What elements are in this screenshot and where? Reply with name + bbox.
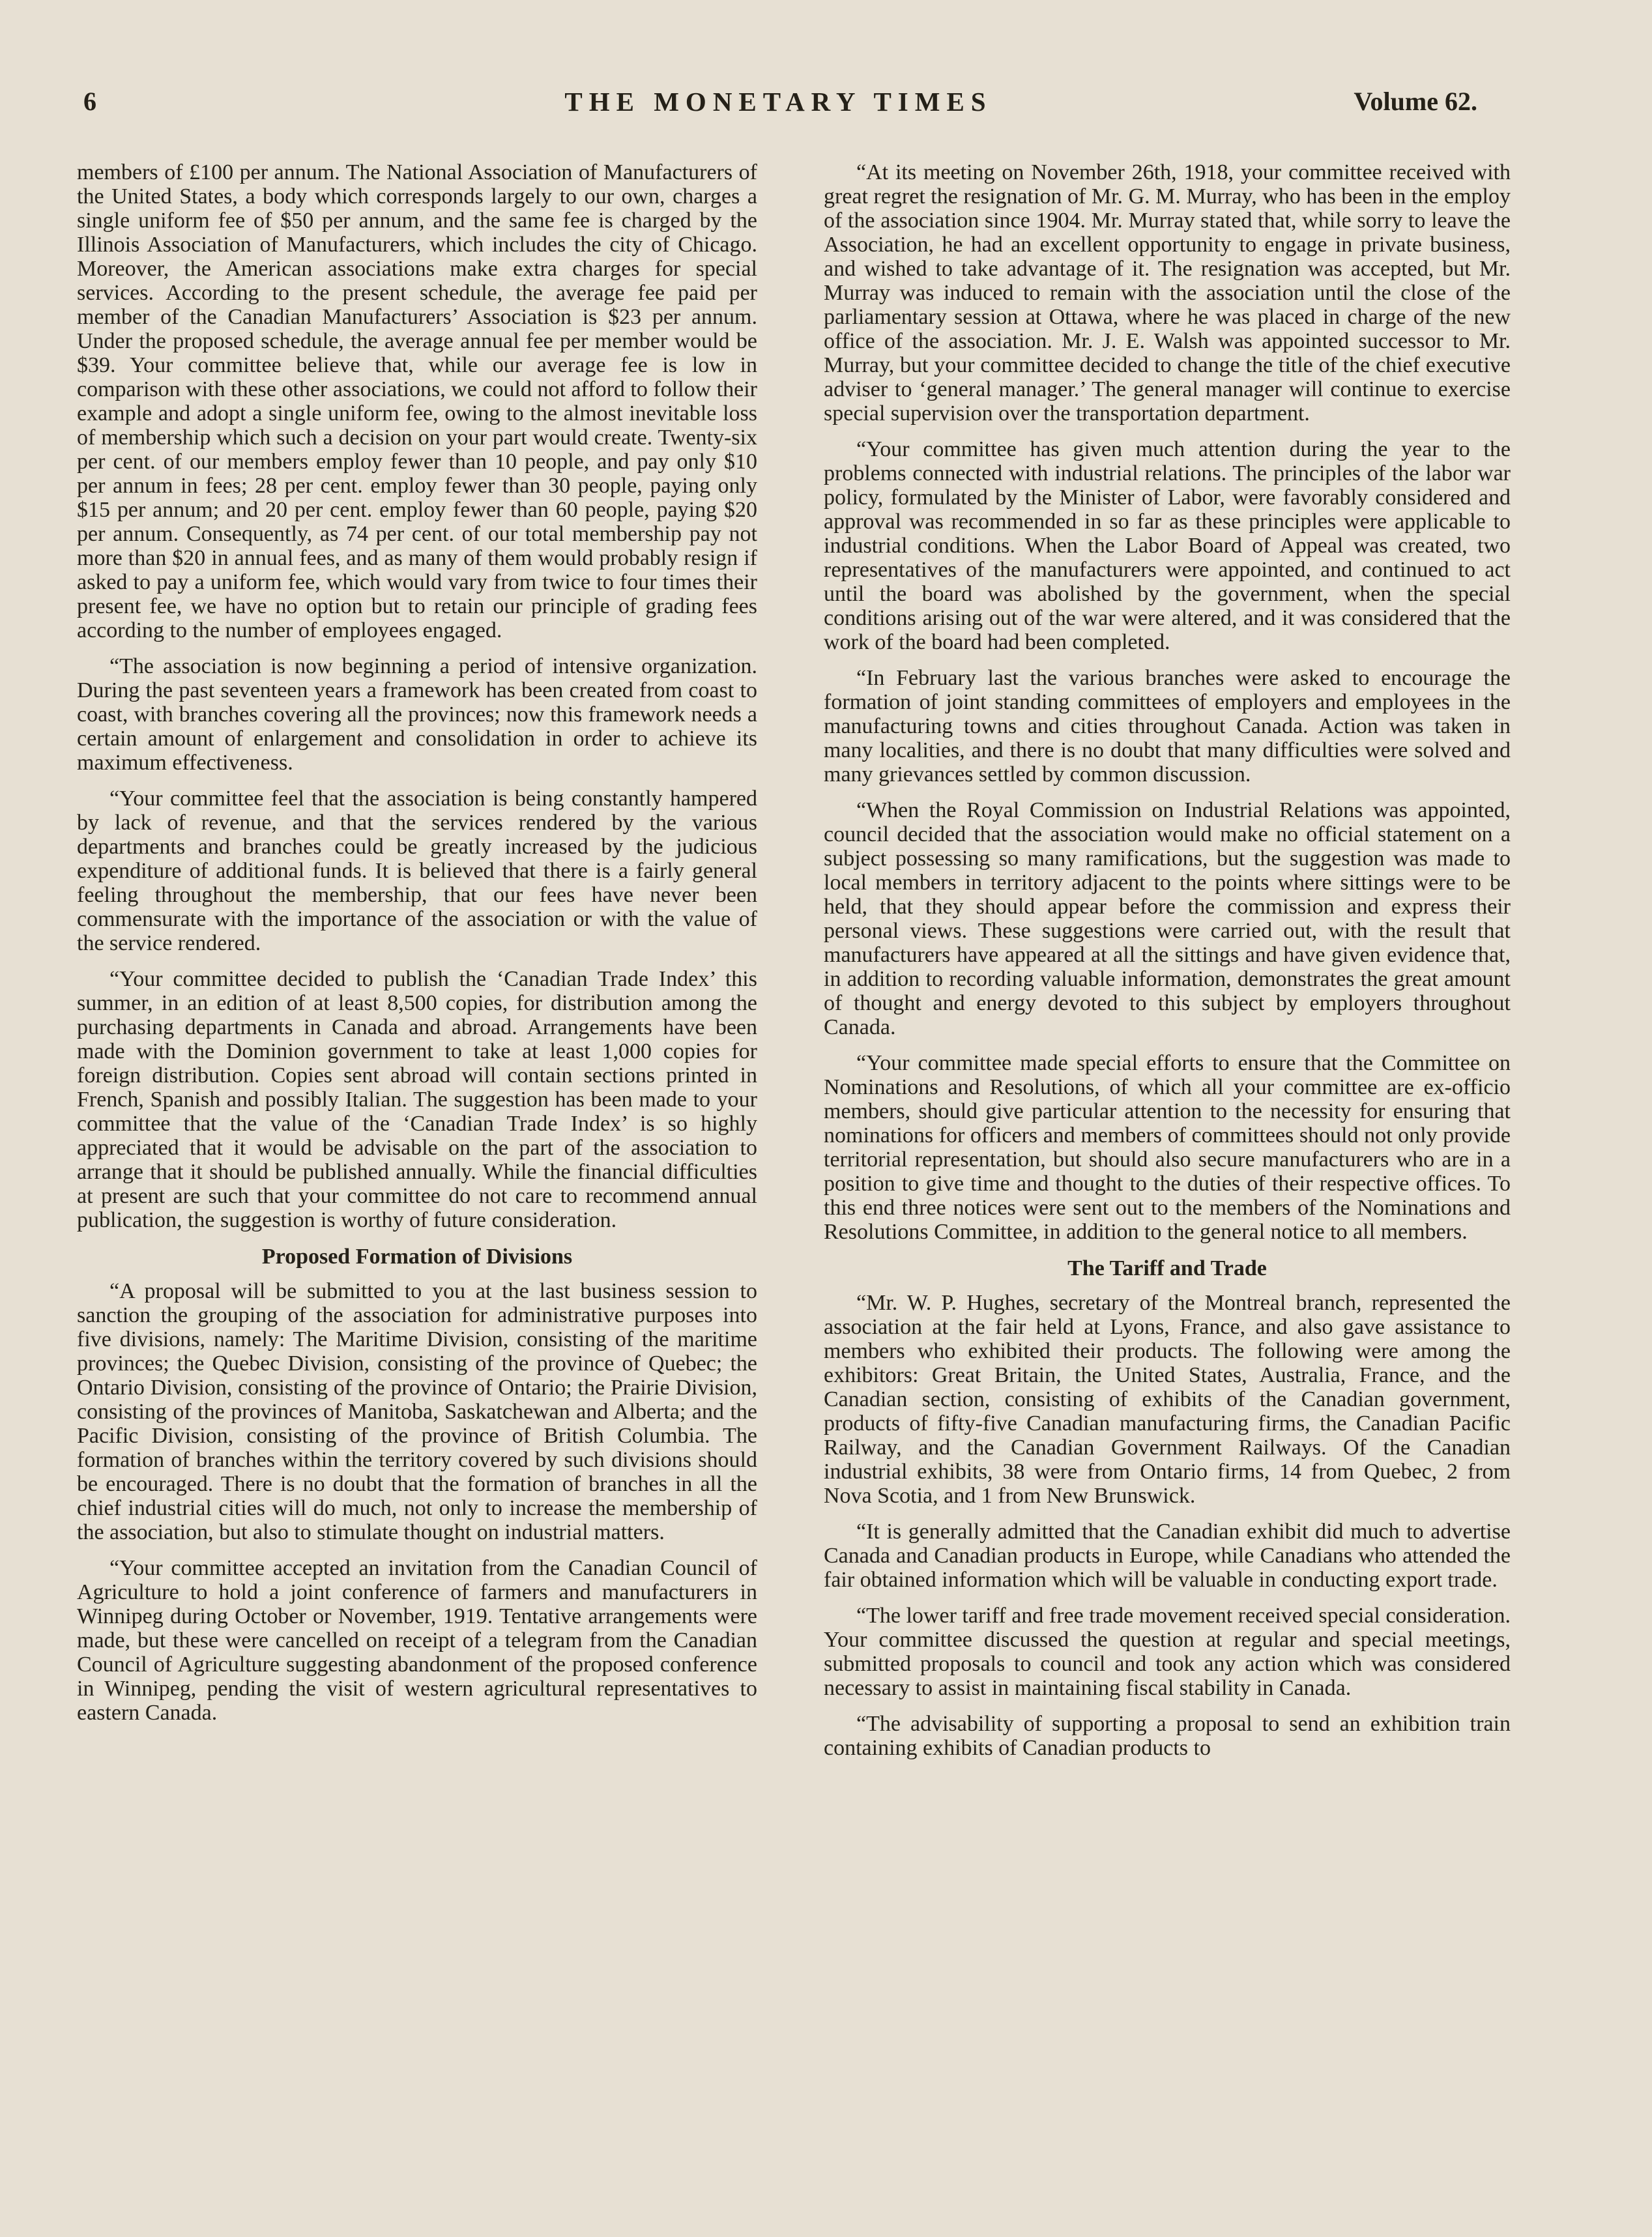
right-column [824, 160, 1511, 1772]
paragraph: “Mr. W. P. Hughes, secretary of the Montreal branch, represented the association at the fair held at Lyons, France, and also gave assistance to members who exhibited their products. The following were among the exhibitors: Great Britain, the United States, Australia, France, and the Canadian section, consisting of exhibits of the Canadian government, products of fifty-five Canadian manufacturing firms, the Canadian Pacific Railway, and the Canadian Government Railways. Of the Canadian industrial exhibits, 38 were from Ontario firms, 14 from Quebec, 2 from Nova Scotia, and 1 from New Brunswick. [824, 1291, 1511, 1508]
left-column [77, 160, 757, 1737]
paragraph: “In February last the various branches were asked to encourage the formation of joint standing committees of employers and employees in the manufacturing towns and cities throughout Canada. Action was taken in many localities, and there is no doubt that many difficulties were solved and many grievances settled by common discussion. [824, 666, 1511, 787]
paragraph: “A proposal will be submitted to you at the last business session to sanction the grouping of the association for administrative purposes into five divisions, namely: The Maritime Division, consisting of the maritime provinces; the Quebec Division, consisting of the province of Quebec; the Ontario Division, consisting of the province of Ontario; the Prairie Division, consisting of the provinces of Manitoba, Saskatchewan and Alberta; and the Pacific Division, consisting of the province of British Columbia. The formation of branches within the territory covered by such divisions should be encouraged. There is no doubt that the formation of branches in all the chief industrial cities will do much, not only to increase the membership of the association, but also to stimulate thought on industrial matters. [77, 1279, 757, 1544]
paragraph: “Your committee has given much attention during the year to the problems connected with industrial relations. The principles of the labor war policy, formulated by the Minister of Labor, were favorably considered and approval was recommended in so far as these principles were applicable to industrial conditions. When the Labor Board of Appeal was created, two representatives of the manufacturers were appointed, and continued to act until the board was abolished by the government, when the special conditions arising out of the war were altered, and it was considered that the work of the board had been completed. [824, 437, 1511, 654]
paragraph: “It is generally admitted that the Canadian exhibit did much to advertise Canada and Canadian products in Europe, while Canadians who attended the fair obtained information which will be valuable in conducting export trade. [824, 1520, 1511, 1592]
section-heading: The Tariff and Trade [1067, 1256, 1267, 1280]
paragraph: “Your committee made special efforts to ensure that the Committee on Nominations and Resolutions, of which all your committee are ex-officio members, should give particular attention to the necessity for ensuring that nominations for officers and members of committees should not only provide territorial representation, but should also secure manufacturers who are in a position to give time and thought to the duties of their respective offices. To this end three notices were sent out to the members of the Nominations and Resolutions Committee, in addition to the general notice to all members. [824, 1051, 1511, 1244]
volume-label: Volume 62. [1354, 87, 1477, 116]
paragraph: “Your committee decided to publish the ‘Canadian Trade Index’ this summer, in an edition of at least 8,500 copies, for distribution among the purchasing departments in Canada and abroad. Arrangements have been made with the Dominion government to take at least 1,000 copies for foreign distribution. Copies sent abroad will contain sections printed in French, Spanish and possibly Italian. The suggestion has been made to your committee that the value of the ‘Canadian Trade Index’ is so highly appreciated that it would be advisable on the part of the association to arrange that it should be published annually. While the financial difficulties at present are such that your committee do not care to recommend annual publication, the suggestion is worthy of future consideration. [77, 967, 757, 1232]
paragraph: members of £100 per annum. The National Association of Manufacturers of the United States, a body which corresponds largely to our own, charges a single uniform fee of $50 per annum, and the same fee is charged by the Illinois Association of Manufacturers, which includes the city of Chicago. Moreover, the American associations make extra charges for special services. According to the present schedule, the average fee paid per member of the Canadian Manufacturers’ Association is $23 per annum. Under the proposed schedule, the average annual fee per member would be $39. Your committee believe that, while our average fee is low in comparison with these other associations, we could not afford to follow their example and adopt a single uniform fee, owing to the almost inevitable loss of membership which such a decision on your part would create. Twenty-six per cent. of our members employ fewer than 10 people, and pay only $10 per annum in fees; 28 per cent. employ fewer than 30 people, paying only $15 per annum; and 20 per cent. employ fewer than 60 people, paying $20 per annum. Consequently, as 74 per cent. of our total membership pay not more than $20 in annual fees, and as many of them would probably resign if asked to pay a uniform fee, which would vary from twice to four times their present fee, we have no option but to retain our principle of grading fees according to the number of employees engaged. [77, 160, 757, 642]
paragraph: “When the Royal Commission on Industrial Relations was appointed, council decided that the association would make no official statement on a subject possessing so many ramifications, but the suggestion was made to local members in territory adjacent to the points where sittings were to be held, that they should appear before the commission and express their personal views. These suggestions were carried out, with the result that manufacturers have appeared at all the sittings and have given evidence that, in addition to recording valuable information, demonstrates the great amount of thought and energy devoted to this subject by employers throughout Canada. [824, 798, 1511, 1039]
page-number: 6 [83, 87, 96, 116]
publication-title: THE MONETARY TIMES [564, 87, 993, 117]
paragraph: “Your committee accepted an invitation from the Canadian Council of Agriculture to hold a joint conference of farmers and manufacturers in Winnipeg during October or November, 1919. Tentative arrangements were made, but these were cancelled on receipt of a telegram from the Canadian Council of Agriculture suggesting abandonment of the proposed conference in Winnipeg, pending the visit of western agricultural representatives to eastern Canada. [77, 1556, 757, 1725]
paragraph: “The advisability of supporting a proposal to send an exhibition train containing exhibits of Canadian products to [824, 1712, 1511, 1760]
section-heading: Proposed Formation of Divisions [261, 1245, 573, 1269]
paragraph: “At its meeting on November 26th, 1918, your committee received with great regret the resignation of Mr. G. M. Murray, who has been in the employ of the association since 1904. Mr. Murray stated that, while sorry to leave the Association, he had an excellent opportunity to engage in private business, and wished to take advantage of it. The resignation was accepted, but Mr. Murray was induced to remain with the association until the close of the parliamentary session at Ottawa, where he was placed in charge of the new office of the association. Mr. J. E. Walsh was appointed successor to Mr. Murray, but your committee decided to change the title of the chief executive adviser to ‘general manager.’ The general manager will continue to exercise special supervision over the transportation department. [824, 160, 1511, 426]
paragraph: “The lower tariff and free trade movement received special consideration. Your committee discussed the question at regular and special meetings, submitted proposals to council and took any action which was considered necessary to assist in maintaining fiscal stability in Canada. [824, 1604, 1511, 1700]
paragraph: “The association is now beginning a period of intensive organization. During the past seventeen years a framework has been created from coast to coast, with branches covering all the provinces; now this framework needs a certain amount of enlargement and consolidation in order to achieve its maximum effectiveness. [77, 654, 757, 775]
page-header [80, 86, 1477, 125]
paragraph: “Your committee feel that the association is being constantly hampered by lack of revenue, and that the services rendered by the various departments and branches could be greatly increased by the judicious expenditure of additional funds. It is believed that there is a fairly general feeling throughout the membership, that our fees have never been commensurate with the importance of the association or with the value of the service rendered. [77, 787, 757, 955]
